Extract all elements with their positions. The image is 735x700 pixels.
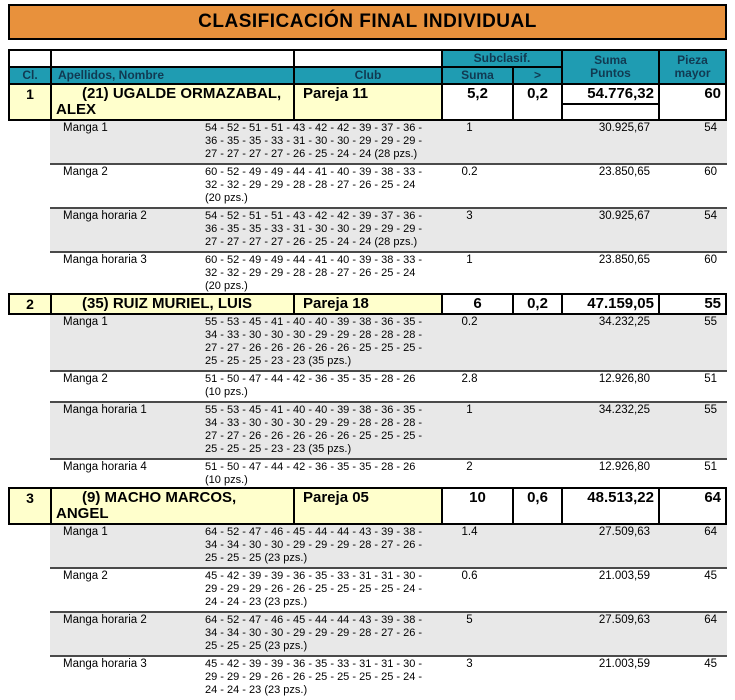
puntos-value: 47.159,05 (587, 295, 654, 312)
table-header (8, 49, 727, 85)
detail-pieza: 55 (704, 404, 717, 416)
detail-puntos: 30.925,67 (598, 122, 650, 134)
rank-cell-greater: 0,2 (514, 85, 561, 119)
header-blank-name (52, 51, 293, 66)
detail-pieza: 64 (704, 526, 717, 538)
rank-cell-cl: 2 (10, 295, 50, 313)
header-blank-cl (10, 51, 50, 66)
detail-catches: 55 - 53 - 45 - 41 - 40 - 40 - 39 - 38 - 36 - 35 - 34 - 33 - 30 - 30 - 30 - 29 - 29 - 28 - 28 - 28 - 27 - 27 - 26 - 26 - 26 - 26 - 26 - 25 - 25 - 25 - 25 - 25 - 25 - 23 - 23 (35 pzs.) (205, 404, 423, 455)
rank-row-3 (8, 487, 727, 525)
header-suma-puntos: Suma Puntos (563, 51, 658, 83)
detail-puntos: 30.925,67 (598, 210, 650, 222)
detail-pieza: 54 (704, 122, 717, 134)
detail-catches: 51 - 50 - 47 - 44 - 42 - 36 - 35 - 35 - 28 - 26 (10 pzs.) (205, 373, 416, 398)
detail-label: Manga 1 (63, 122, 108, 134)
detail-label: Manga 1 (63, 316, 108, 328)
detail-puntos: 23.850,65 (598, 254, 650, 266)
details-rank-2 (50, 315, 727, 489)
classification-page (0, 4, 735, 700)
detail-puntos: 34.232,25 (598, 404, 650, 416)
detail-puntos: 21.003,59 (598, 570, 650, 582)
detail-suma: 1 (466, 254, 473, 266)
detail-pieza: 51 (704, 373, 717, 385)
detail-pieza: 54 (704, 210, 717, 222)
detail-suma: 5 (466, 614, 473, 626)
detail-suma: 3 (466, 658, 473, 670)
detail-pieza: 60 (704, 166, 717, 178)
details-rank-1 (50, 121, 727, 295)
detail-puntos: 23.850,65 (598, 166, 650, 178)
title-gap (8, 40, 727, 49)
rank-cell-suma: 5,2 (443, 85, 512, 119)
rank-cell-name: (21) UGALDE ORMAZABAL, ALEX (52, 85, 293, 119)
detail-label: Manga 1 (63, 526, 108, 538)
detail-puntos: 12.926,80 (598, 461, 650, 473)
details-rank-3 (50, 525, 727, 699)
rank-cell-pieza: 60 (660, 85, 725, 119)
header-blank-club (295, 51, 441, 66)
detail-pieza: 51 (704, 461, 717, 473)
detail-label: Manga horaria 4 (63, 461, 147, 473)
rank-cell-puntos (563, 489, 658, 523)
header-subclasif: Subclasif. (443, 51, 561, 66)
detail-label: Manga horaria 2 (63, 614, 147, 626)
detail-label: Manga horaria 3 (63, 254, 147, 266)
detail-row (50, 253, 727, 295)
detail-puntos: 34.232,25 (598, 316, 650, 328)
rank-cell-club: Pareja 11 (295, 85, 441, 119)
header-pieza-mayor: Pieza mayor (660, 51, 725, 83)
rank-cell-pieza: 55 (660, 295, 725, 313)
rank-cell-name: (9) MACHO MARCOS, ANGEL (52, 489, 293, 523)
detail-suma: 1 (466, 122, 473, 134)
rank-cell-suma: 10 (443, 489, 512, 523)
header-club: Club (295, 68, 441, 83)
detail-row (50, 569, 727, 613)
detail-row (50, 165, 727, 209)
puntos-value: 54.776,32 (563, 85, 658, 105)
rank-cell-puntos (563, 85, 658, 119)
detail-row (50, 525, 727, 569)
puntos-value: 48.513,22 (587, 489, 654, 506)
detail-label: Manga horaria 2 (63, 210, 147, 222)
detail-row (50, 657, 727, 699)
detail-puntos: 27.509,63 (598, 614, 650, 626)
detail-suma: 1.4 (461, 526, 478, 538)
page-title: CLASIFICACIÓN FINAL INDIVIDUAL (8, 4, 727, 40)
detail-label: Manga 2 (63, 166, 108, 178)
detail-suma: 0.6 (461, 570, 478, 582)
rank-cell-puntos (563, 295, 658, 313)
detail-label: Manga 2 (63, 373, 108, 385)
detail-pieza: 55 (704, 316, 717, 328)
detail-label: Manga 2 (63, 570, 108, 582)
detail-catches: 51 - 50 - 47 - 44 - 42 - 36 - 35 - 35 - 28 - 26 (10 pzs.) (205, 461, 416, 486)
detail-suma: 1 (466, 404, 473, 416)
detail-catches: 64 - 52 - 47 - 46 - 45 - 44 - 44 - 43 - 39 - 38 - 34 - 34 - 30 - 30 - 29 - 29 - 29 - 28 - 27 - 26 - 25 - 25 - 25 (23 pzs.) (205, 526, 423, 564)
detail-catches: 45 - 42 - 39 - 39 - 36 - 35 - 33 - 31 - 31 - 30 - 29 - 29 - 29 - 26 - 26 - 25 - 25 - 25 - 25 - 24 - 24 - 24 - 23 (23 pzs.) (205, 658, 423, 696)
rank-cell-greater: 0,2 (514, 295, 561, 313)
detail-row (50, 372, 727, 403)
detail-catches: 45 - 42 - 39 - 39 - 36 - 35 - 33 - 31 - 31 - 30 - 29 - 29 - 29 - 26 - 26 - 25 - 25 - 25 - 25 - 24 - 24 - 24 - 23 (23 pzs.) (205, 570, 423, 608)
rank-cell-club: Pareja 05 (295, 489, 441, 523)
detail-catches: 54 - 52 - 51 - 51 - 43 - 42 - 42 - 39 - 37 - 36 - 36 - 35 - 35 - 33 - 31 - 30 - 30 - 29 - 29 - 29 - 27 - 27 - 27 - 27 - 26 - 25 - 24 - 24 (28 pzs.) (205, 122, 423, 160)
rank-cell-name: (35) RUIZ MURIEL, LUIS (52, 295, 293, 313)
detail-row (50, 121, 727, 165)
detail-catches: 60 - 52 - 49 - 49 - 44 - 41 - 40 - 39 - 38 - 33 - 32 - 32 - 29 - 29 - 28 - 28 - 27 - 26 - 25 - 24 (20 pzs.) (205, 166, 423, 204)
rank-cell-suma: 6 (443, 295, 512, 313)
detail-label: Manga horaria 3 (63, 658, 147, 670)
rank-cell-greater: 0,6 (514, 489, 561, 523)
detail-puntos: 27.509,63 (598, 526, 650, 538)
detail-row (50, 209, 727, 253)
detail-catches: 60 - 52 - 49 - 49 - 44 - 41 - 40 - 39 - 38 - 33 - 32 - 32 - 29 - 29 - 28 - 28 - 27 - 26 - 25 - 24 (20 pzs.) (205, 254, 423, 292)
rank-cell-club: Pareja 18 (295, 295, 441, 313)
detail-suma: 2.8 (461, 373, 478, 385)
rank-row-1 (8, 83, 727, 121)
rank-cell-pieza: 64 (660, 489, 725, 523)
detail-label: Manga horaria 1 (63, 404, 147, 416)
detail-row (50, 315, 727, 372)
header-suma: Suma (443, 68, 512, 83)
header-greater: > (514, 68, 561, 83)
rank-cell-cl: 1 (10, 85, 50, 119)
detail-row (50, 613, 727, 657)
classification-table (8, 4, 727, 700)
header-cl: Cl. (10, 68, 50, 83)
rank-row-2 (8, 293, 727, 315)
rank-cell-cl: 3 (10, 489, 50, 523)
detail-pieza: 64 (704, 614, 717, 626)
header-apellidos-nombre: Apellidos, Nombre (52, 68, 293, 83)
detail-pieza: 45 (704, 570, 717, 582)
detail-puntos: 21.003,59 (598, 658, 650, 670)
detail-suma: 3 (466, 210, 473, 222)
detail-catches: 64 - 52 - 47 - 46 - 45 - 44 - 44 - 43 - 39 - 38 - 34 - 34 - 30 - 30 - 29 - 29 - 29 - 28 - 27 - 26 - 25 - 25 - 25 (23 pzs.) (205, 614, 423, 652)
detail-row (50, 403, 727, 460)
detail-suma: 0.2 (461, 166, 478, 178)
detail-row (50, 460, 727, 489)
detail-pieza: 45 (704, 658, 717, 670)
detail-puntos: 12.926,80 (598, 373, 650, 385)
detail-suma: 2 (466, 461, 473, 473)
detail-catches: 55 - 53 - 45 - 41 - 40 - 40 - 39 - 38 - 36 - 35 - 34 - 33 - 30 - 30 - 30 - 29 - 29 - 28 - 28 - 28 - 27 - 27 - 26 - 26 - 26 - 26 - 26 - 25 - 25 - 25 - 25 - 25 - 25 - 23 - 23 (35 pzs.) (205, 316, 423, 367)
detail-pieza: 60 (704, 254, 717, 266)
detail-suma: 0.2 (461, 316, 478, 328)
detail-catches: 54 - 52 - 51 - 51 - 43 - 42 - 42 - 39 - 37 - 36 - 36 - 35 - 35 - 33 - 31 - 30 - 30 - 29 - 29 - 29 - 27 - 27 - 27 - 27 - 26 - 25 - 24 - 24 (28 pzs.) (205, 210, 423, 248)
